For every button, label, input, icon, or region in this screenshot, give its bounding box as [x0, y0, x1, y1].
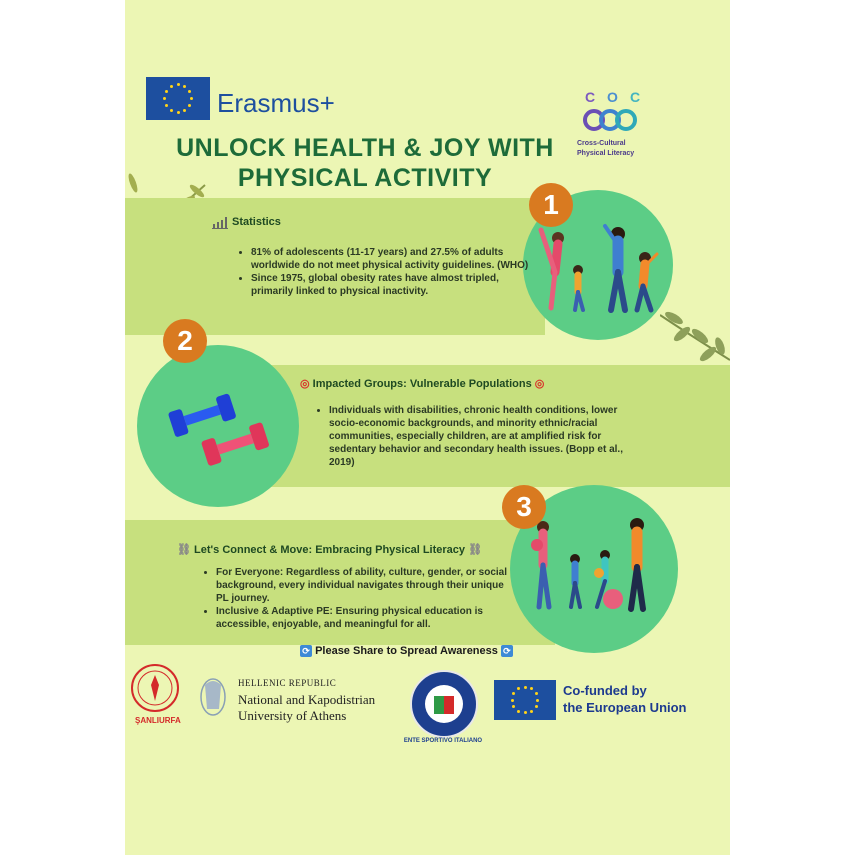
section-2-heading-wrap: [300, 377, 544, 390]
svg-text:O: O: [607, 89, 618, 105]
section-3-heading: Let's Connect & Move: Embracing Physical Literacy: [194, 544, 466, 556]
eu-star-icon: [536, 699, 539, 702]
eu-star-icon: [188, 104, 191, 107]
section-2-number: 2: [163, 319, 207, 363]
eu-star-icon: [524, 686, 527, 689]
section-2-list: [315, 404, 629, 469]
svg-text:C: C: [585, 89, 596, 105]
athena-emblem-icon: [197, 675, 229, 725]
section-1-list: [237, 246, 531, 298]
share-text: Please Share to Spread Awareness: [315, 645, 498, 657]
list-item: • Individuals with disabilities, chronic health conditions, lower socio-economic backgrounds, and minority ethnic/racial communities, especially children, are at amplified risk for sedentary behavior and secondary health issues. (Bopp et al., 2019): [329, 404, 629, 469]
ente-sportivo-label: ENTE SPORTIVO ITALIANO: [403, 738, 483, 744]
erasmus-logo-text: Erasmus+: [217, 88, 335, 118]
eu-star-icon: [183, 109, 186, 112]
ente-sportivo-logo: [410, 670, 478, 738]
page-title-line-1: UNLOCK HEALTH & JOY WITH: [176, 134, 554, 162]
section-1-heading: Statistics: [232, 216, 281, 228]
eu-star-icon: [170, 109, 173, 112]
ccpl-caption-2: Physical Literacy: [577, 150, 635, 157]
university-name-line-1: National and Kapodistrian: [238, 692, 376, 707]
leaf-sprig-icon: [660, 310, 730, 370]
cofunded-line-2: the European Union: [563, 700, 687, 715]
refresh-icon: ⟳: [300, 645, 312, 657]
eu-star-icon: [524, 711, 527, 714]
section-3-heading-wrap: [177, 543, 482, 556]
eu-star-icon: [535, 705, 538, 708]
page-title-line-2: PHYSICAL ACTIVITY: [237, 164, 493, 192]
cofunded-line-1: Co-funded by: [563, 683, 647, 698]
eu-star-icon: [188, 90, 191, 93]
eu-flag-icon: [146, 77, 210, 120]
section-3-list: [202, 566, 511, 631]
eu-star-icon: [530, 687, 533, 690]
eu-star-icon: [512, 705, 515, 708]
eu-star-icon: [535, 692, 538, 695]
section-2-heading: Impacted Groups: Vulnerable Populations: [312, 378, 532, 390]
eu-star-icon: [190, 97, 193, 100]
eu-star-icon: [183, 85, 186, 88]
link-icon: ⛓: [468, 544, 483, 556]
poster: [125, 0, 730, 855]
eu-star-icon: [511, 699, 514, 702]
eu-star-icon: [530, 710, 533, 713]
eu-flag-icon: [494, 680, 556, 720]
eu-star-icon: [177, 83, 180, 86]
eu-star-icon: [512, 692, 515, 695]
ccpl-caption-1: Cross-Cultural: [577, 140, 626, 147]
refresh-icon: ⟳: [501, 645, 513, 657]
list-item: • Since 1975, global obesity rates have almost tripled, primarily linked to physical inactivity.: [251, 272, 531, 298]
eu-star-icon: [163, 97, 166, 100]
sanliurfa-emblem-icon: [130, 663, 180, 713]
target-icon: ◎: [300, 378, 310, 390]
dumbbells-illustration: [160, 385, 280, 470]
list-item: • For Everyone: Regardless of ability, culture, gender, or social background, every individual navigates through their unique PL journey.: [216, 566, 511, 605]
target-icon: ◎: [534, 378, 545, 390]
link-icon: ⛓: [177, 544, 191, 556]
hellenic-republic-label: HELLENIC REPUBLIC: [238, 678, 337, 688]
eu-star-icon: [517, 687, 520, 690]
list-item: • Inclusive & Adaptive PE: Ensuring physical education is accessible, enjoyable, and meaningful for all.: [216, 605, 511, 631]
eu-star-icon: [170, 85, 173, 88]
section-3-number: 3: [502, 485, 546, 529]
eu-star-icon: [177, 111, 180, 114]
chart-icon: [212, 214, 228, 233]
sanliurfa-label: ŞANLIURFA: [135, 716, 181, 725]
share-line: [300, 645, 513, 657]
eu-star-icon: [165, 90, 168, 93]
list-item: • 81% of adolescents (11-17 years) and 27.5% of adults worldwide do not meet physical activity guidelines. (WHO): [251, 246, 531, 272]
section-1-number: 1: [529, 183, 573, 227]
eu-star-icon: [517, 710, 520, 713]
svg-text:C: C: [630, 89, 641, 105]
family-stretching-illustration: [533, 220, 663, 320]
eu-star-icon: [165, 104, 168, 107]
family-with-ball-illustration: [525, 515, 665, 615]
university-name-line-2: University of Athens: [238, 708, 347, 723]
ccpl-logo-icon: [580, 88, 650, 138]
